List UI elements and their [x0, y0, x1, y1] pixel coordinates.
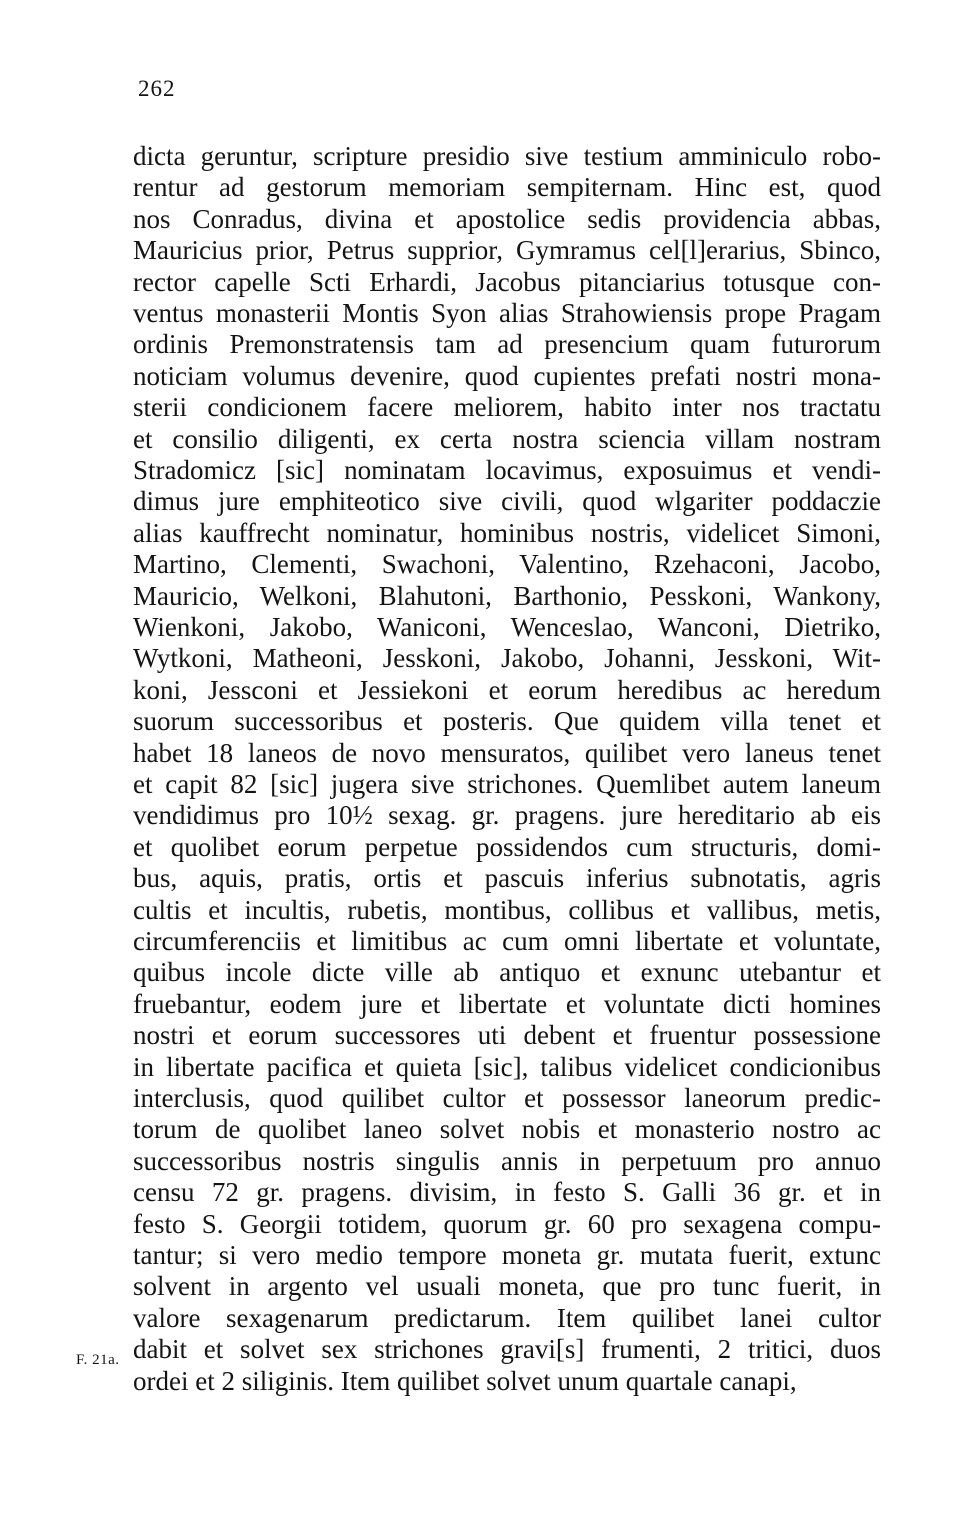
- text-line: circumferenciis et limitibus ac cum omni libertate et voluntate,: [133, 926, 881, 956]
- text-line: rentur ad gestorum memoriam sempiternam. Hinc est, quod: [133, 172, 881, 203]
- text-line: bus, aquis, pratis, ortis et pascuis inferius subnotatis, agris: [133, 863, 881, 894]
- text-line: nostri et eorum successores uti debent et fruentur possessione: [133, 1020, 881, 1051]
- text-line: Wytkoni, Matheoni, Jesskoni, Jakobo, Johanni, Jesskoni, Wit-: [133, 643, 881, 674]
- text-line: dicta geruntur, scripture presidio sive testium amminiculo robo-: [133, 141, 881, 171]
- text-line: cultis et incultis, rubetis, montibus, collibus et vallibus, metis,: [133, 894, 881, 925]
- text-line: ordinis Premonstratensis tam ad presencium quam futurorum: [133, 329, 881, 360]
- text-line: noticiam volumus devenire, quod cupientes prefati nostri mona-: [133, 360, 881, 391]
- text-line: vendidimus pro 10½ sexag. gr. pragens. jure hereditario ab eis: [133, 800, 881, 831]
- text-line: Stradomicz [sic] nominatam locavimus, exposuimus et vendi-: [133, 455, 881, 485]
- text-line: tantur; si vero medio tempore moneta gr. mutata fuerit, extunc: [133, 1240, 881, 1270]
- text-line: Mauricius prior, Petrus supprior, Gymramus cel[l]erarius, Sbinco,: [133, 235, 881, 266]
- text-line: suorum successoribus et posteris. Que quidem villa tenet et: [133, 706, 881, 737]
- text-line: alias kauffrecht nominatur, hominibus nostris, videlicet Simoni,: [133, 517, 881, 548]
- text-line: ordei et 2 siliginis. Item quilibet solvet unum quartale canapi,: [133, 1365, 797, 1396]
- text-line: censu 72 gr. pragens. divisim, in festo S. Galli 36 gr. et in: [133, 1177, 881, 1208]
- text-line: festo S. Georgii totidem, quorum gr. 60 pro sexagena compu-: [133, 1208, 881, 1239]
- margin-note: F. 21a.: [76, 1352, 120, 1368]
- text-line: solvent in argento vel usuali moneta, que pro tunc fuerit, in: [133, 1271, 881, 1302]
- text-line: ventus monasterii Montis Syon alias Strahowiensis prope Pragam: [133, 298, 881, 328]
- text-line: koni, Jessconi et Jessiekoni et eorum heredibus ac heredum: [133, 674, 881, 705]
- text-line: in libertate pacifica et quieta [sic], talibus videlicet condicionibus: [133, 1051, 881, 1082]
- text-line: Mauricio, Welkoni, Blahutoni, Barthonio, Pesskoni, Wankony,: [133, 580, 881, 611]
- text-line: torum de quolibet laneo solvet nobis et monasterio nostro ac: [133, 1114, 881, 1145]
- text-line: habet 18 laneos de novo mensuratos, quilibet vero laneus tenet: [133, 737, 881, 768]
- text-line: interclusis, quod quilibet cultor et possessor laneorum predic-: [133, 1083, 881, 1113]
- text-line: dimus jure emphiteotico sive civili, quod wlgariter poddaczie: [133, 486, 881, 517]
- text-line: et quolibet eorum perpetue possidendos cum structuris, domi-: [133, 831, 881, 862]
- text-line: Martino, Clementi, Swachoni, Valentino, Rzehaconi, Jacobo,: [133, 549, 881, 580]
- text-line: fruebantur, eodem jure et libertate et voluntate dicti homines: [133, 988, 881, 1019]
- page-number: 262: [138, 76, 176, 101]
- text-line: nos Conradus, divina et apostolice sedis providencia abbas,: [133, 203, 881, 234]
- text-line: successoribus nostris singulis annis in perpetuum pro annuo: [133, 1145, 881, 1176]
- text-line: et consilio diligenti, ex certa nostra sciencia villam nostram: [133, 423, 881, 454]
- text-line: quibus incole dicte ville ab antiquo et exnunc utebantur et: [133, 957, 881, 988]
- text-line: sterii condicionem facere meliorem, habito inter nos tractatu: [133, 392, 881, 423]
- text-line: valore sexagenarum predictarum. Item quilibet lanei cultor: [133, 1302, 881, 1333]
- text-line: et capit 82 [sic] jugera sive strichones. Quemlibet autem laneum: [133, 769, 881, 799]
- text-line: dabit et solvet sex strichones gravi[s] frumenti, 2 tritici, duos: [133, 1334, 881, 1365]
- text-line: rector capelle Scti Erhardi, Jacobus pitanciarius totusque con-: [133, 266, 881, 297]
- text-line: Wienkoni, Jakobo, Waniconi, Wenceslao, Wanconi, Dietriko,: [133, 612, 881, 642]
